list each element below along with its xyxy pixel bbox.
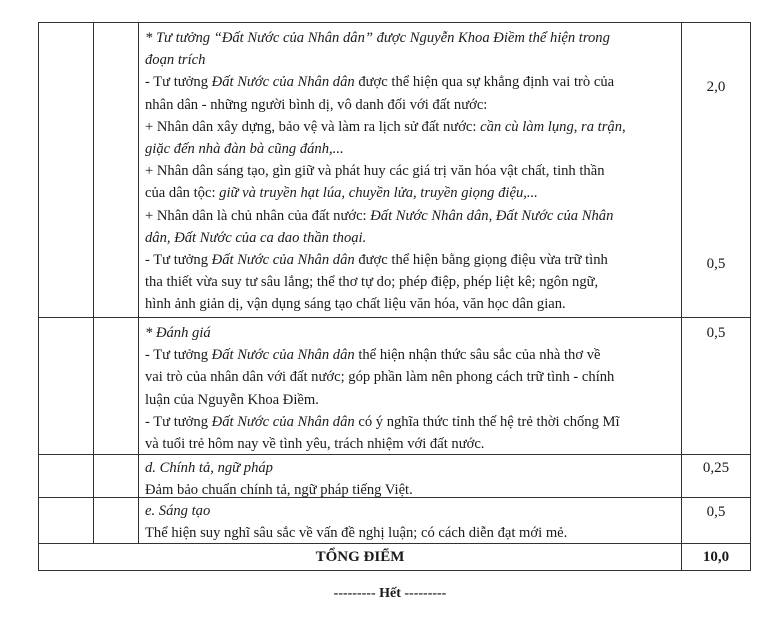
- total-score-cell: [682, 544, 751, 571]
- paragraph-line: - Tư tưởng Đất Nước của Nhân dân có ý nghĩa thức tỉnh thế hệ trẻ thời chống Mĩ: [145, 413, 620, 430]
- section-heading: * Tư tưởng “Đất Nước của Nhân dân” được Nguyễn Khoa Điềm thể hiện trong: [145, 30, 610, 46]
- paragraph-line: - Tư tưởng Đất Nước của Nhân dân thể hiện nhận thức sâu sắc của nhà thơ về: [145, 347, 601, 364]
- bullet-line: giặc đến nhà đàn bà cũng đánh,...: [145, 141, 344, 158]
- rubric-content-cell: [139, 23, 682, 318]
- score-value: 2,0: [706, 79, 726, 95]
- bullet-line: + Nhân dân sáng tạo, gìn giữ và phát huy các giá trị văn hóa vật chất, tinh thần: [145, 163, 605, 180]
- rubric-col-subsection: [94, 23, 139, 318]
- bullet-line: + Nhân dân xây dựng, bảo vệ và làm ra lịch sử đất nước: cần cù làm lụng, ra trận,: [145, 118, 626, 135]
- section-heading: * Đánh giá: [145, 325, 211, 341]
- paragraph-line: và tuổi trẻ hôm nay về tình yêu, trách nhiệm với đất nước.: [145, 436, 485, 453]
- total-label-cell: [39, 544, 682, 571]
- score-value: 0,25: [702, 460, 730, 476]
- paragraph-line: tha thiết vừa suy tư sâu lắng; thể thơ tự do; phép điệp, phép liệt kê; ngôn ngữ,: [145, 274, 599, 291]
- end-marker: --------- Hết ---------: [333, 586, 447, 601]
- rubric-score-cell: [682, 318, 751, 455]
- rubric-col-section: [39, 318, 94, 455]
- paragraph-line: luận của Nguyễn Khoa Điềm.: [145, 391, 319, 408]
- rubric-row-spelling: [39, 455, 751, 498]
- rubric-row-creativity: [39, 498, 751, 544]
- total-score: 10,0: [702, 549, 730, 565]
- bullet-line: dân, Đất Nước của ca dao thần thoại.: [145, 229, 367, 246]
- rubric-col-subsection: [94, 455, 139, 498]
- rubric-score-cell: [682, 23, 751, 318]
- paragraph-line: - Tư tưởng Đất Nước của Nhân dân được thể hiện qua sự khẳng định vai trò của: [145, 74, 615, 91]
- total-label: TỔNG ĐIỂM: [315, 549, 405, 565]
- section-heading-cont: đoạn trích: [145, 52, 206, 69]
- rubric-score-cell: [682, 498, 751, 544]
- paragraph-line: hình ảnh giản dị, vận dụng sáng tạo chất liệu văn hóa, văn học dân gian.: [145, 296, 566, 313]
- rubric-content-cell: [139, 318, 682, 455]
- rubric-col-section: [39, 23, 94, 318]
- paragraph-line: Thể hiện suy nghĩ sâu sắc về vấn đề nghị luận; có cách diễn đạt mới mẻ.: [145, 525, 568, 542]
- rubric-row-content: [39, 23, 751, 318]
- rubric-row-evaluation: [39, 318, 751, 455]
- rubric-content-cell: [139, 498, 682, 544]
- bullet-line: + Nhân dân là chủ nhân của đất nước: Đất Nước Nhân dân, Đất Nước của Nhân: [145, 207, 614, 224]
- paragraph-line: Đảm bảo chuẩn chính tả, ngữ pháp tiếng Việt.: [145, 482, 413, 499]
- rubric-score-cell: [682, 455, 751, 498]
- rubric-col-subsection: [94, 318, 139, 455]
- paragraph-line: nhân dân - những người bình dị, vô danh đối với đất nước:: [145, 96, 488, 113]
- paragraph-line: - Tư tưởng Đất Nước của Nhân dân được thể hiện bằng giọng điệu vừa trữ tình: [145, 252, 608, 269]
- score-value: 0,5: [706, 325, 726, 341]
- bullet-line: của dân tộc: giữ và truyền hạt lúa, chuyền lửa, truyền giọng điệu,...: [145, 185, 538, 202]
- rubric-content-cell: [139, 455, 682, 498]
- scoring-rubric-table: [38, 22, 751, 571]
- section-heading: e. Sáng tạo: [145, 503, 211, 519]
- paragraph-line: vai trò của nhân dân với đất nước; góp phần làm nên phong cách trữ tình - chính: [145, 369, 615, 386]
- rubric-col-subsection: [94, 498, 139, 544]
- rubric-col-section: [39, 498, 94, 544]
- rubric-row-total: [39, 544, 751, 571]
- score-value: 0,5: [706, 256, 726, 272]
- rubric-col-section: [39, 455, 94, 498]
- score-value: 0,5: [706, 504, 726, 520]
- section-heading: d. Chính tả, ngữ pháp: [145, 460, 273, 476]
